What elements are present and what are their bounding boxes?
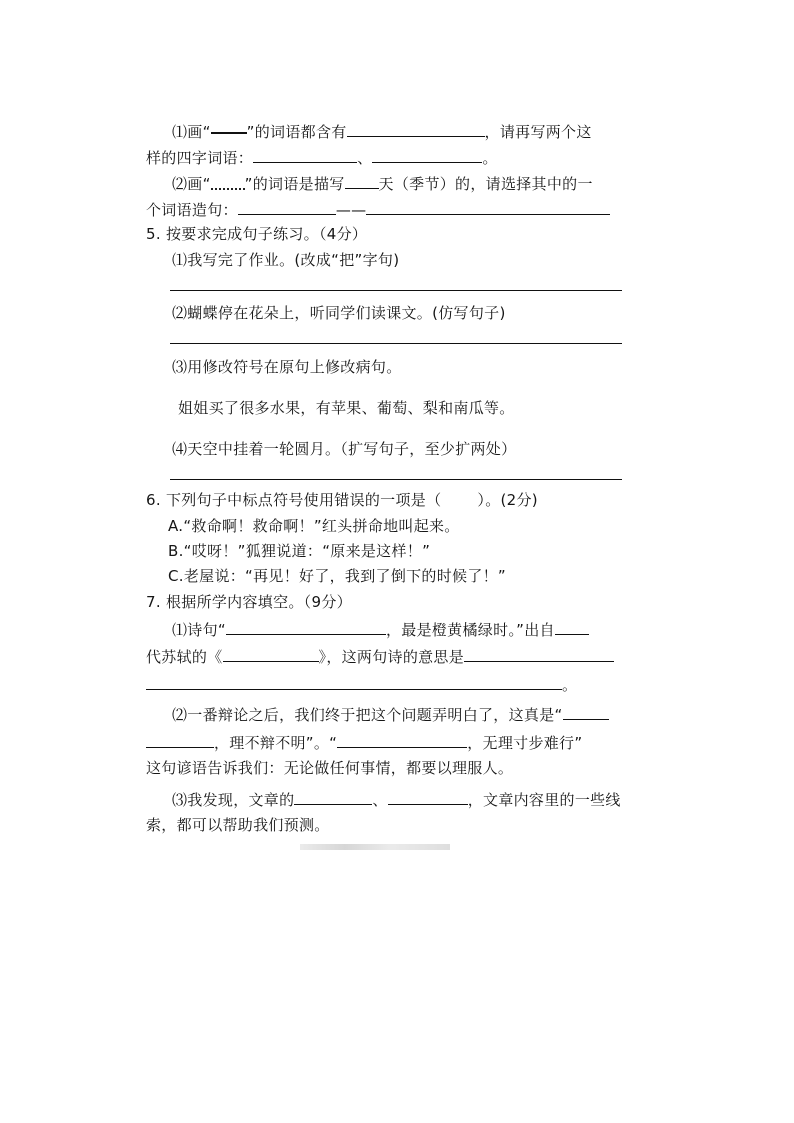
q4-p1-line1 — [172, 120, 592, 142]
q5-s4: ⑷天空中挂着一轮圆月。（扩写句子，至少扩两处） — [172, 440, 517, 458]
q7-p2-blank-b[interactable] — [337, 731, 467, 748]
q7-p3-blank-2[interactable] — [388, 788, 468, 805]
q7-p1-line2 — [146, 645, 614, 667]
q5-s2-answer-line[interactable] — [170, 343, 622, 344]
q4-p1-blank-common[interactable] — [347, 120, 485, 137]
q4-p2-line2-text: 个词语造句： — [146, 201, 238, 219]
q7-p1-text: ⑴诗句“ — [172, 621, 226, 639]
q7-p3-line1 — [172, 788, 621, 810]
q4-p1-text: ”的词语都含有 — [246, 123, 347, 141]
q7-p3-blank-1[interactable] — [294, 788, 372, 805]
q4-p2-line2 — [146, 198, 610, 220]
q7-p3-line2: 索，都可以帮助我们预测。 — [146, 816, 330, 834]
q4-p1-num: ⑴画“ — [172, 123, 211, 141]
q4-p2-dash: —— — [335, 201, 367, 219]
q4-p1-sep: 、 — [357, 149, 373, 167]
q7-p1-blank-title[interactable] — [223, 645, 319, 662]
q4-p2-line1 — [172, 172, 593, 194]
q5-s4-answer-line[interactable] — [170, 479, 622, 480]
q6-option-c: C.老屋说：“再见！好了，我到了倒下的时候了！” — [168, 567, 506, 585]
q7-p2-blank-a-cont[interactable] — [146, 731, 214, 748]
q6-heading — [146, 490, 538, 510]
q7-p2-line2-text2: ，无理寸步难行” — [467, 734, 583, 752]
q5-s1: ⑴我写完了作业。(改成“把”字句) — [172, 251, 400, 269]
q7-p1-line2-text: 代苏轼的《 — [146, 648, 223, 666]
q6-heading-text: 6. 下列句子中标点符号使用错误的一项是（ — [146, 491, 442, 509]
q5-heading: 5. 按要求完成句子练习。（4分） — [146, 225, 368, 243]
q7-p1-end: 。 — [562, 676, 578, 694]
q4-p2-blank-word[interactable] — [238, 198, 336, 215]
q7-p2-line2 — [146, 731, 582, 753]
q7-p2-line2-text: ，理不辩不明”。“ — [214, 734, 338, 752]
q5-s2: ⑵蝴蝶停在花朵上，听同学们读课文。(仿写句子) — [172, 304, 506, 322]
q7-p1-blank-dynasty[interactable] — [555, 618, 589, 635]
q4-p2-num: ⑵画“ — [172, 175, 211, 193]
q7-p1-text2: ，最是橙黄橘绿时。”出自 — [385, 621, 555, 639]
q4-p1-blank-word2[interactable] — [372, 146, 482, 163]
q5-s3-sentence[interactable]: 姐姐买了很多水果，有苹果、葡萄、梨和南瓜等。 — [178, 399, 515, 417]
q7-p1-blank-meaning[interactable] — [464, 645, 614, 662]
q7-p1-line2-text2: 》，这两句诗的意思是 — [318, 648, 465, 666]
q6-option-b: B.“哎呀！”狐狸说道：“原来是这样！” — [168, 542, 431, 560]
q4-p2-blank-season[interactable] — [345, 172, 379, 189]
q5-s3: ⑶用修改符号在原句上修改病句。 — [172, 358, 402, 376]
q7-p2-text: ⑵一番辩论之后，我们终于把这个问题弄明白了，这真是“ — [172, 706, 563, 724]
q4-p2-blank-sentence[interactable] — [366, 198, 610, 215]
q4-p1-blank-word1[interactable] — [253, 146, 357, 163]
q5-s1-answer-line[interactable] — [170, 290, 622, 291]
q7-p1-line3 — [146, 673, 577, 695]
q4-p1-line2-text: 样的四字词语： — [146, 149, 254, 167]
q4-p2-text2: 天（季节）的，请选择其中的一 — [378, 175, 593, 193]
q4-p1-line2 — [146, 146, 498, 168]
q7-p3-text: ⑶我发现，文章的 — [172, 791, 295, 809]
q7-p2-line1 — [172, 703, 609, 725]
q7-p1-blank-meaning-cont[interactable] — [146, 673, 562, 690]
q7-p2-blank-a[interactable] — [563, 703, 609, 720]
q4-p1-end: 。 — [482, 149, 498, 167]
q7-p1-blank-poem[interactable] — [226, 618, 386, 635]
q7-p1-line1 — [172, 618, 589, 640]
q7-heading: 7. 根据所学内容填空。（9分） — [146, 593, 352, 611]
q6-option-a: A.“救命啊！救命啊！”红头拼命地叫起来。 — [168, 517, 460, 535]
straight-line-mark-icon — [211, 132, 247, 134]
q7-p2-line3: 这句谚语告诉我们：无论做任何事情，都要以理服人。 — [146, 759, 514, 777]
q7-p3-sep: 、 — [372, 791, 388, 809]
q6-heading-score: ）。(2分) — [477, 491, 538, 509]
q4-p2-text: ”的词语是描写 — [244, 175, 345, 193]
q4-p1-text2: ，请再写两个这 — [484, 123, 592, 141]
page-footer-smudge — [300, 844, 450, 850]
wavy-line-mark-icon — [211, 180, 245, 190]
q7-p3-text2: ，文章内容里的一些线 — [467, 791, 621, 809]
